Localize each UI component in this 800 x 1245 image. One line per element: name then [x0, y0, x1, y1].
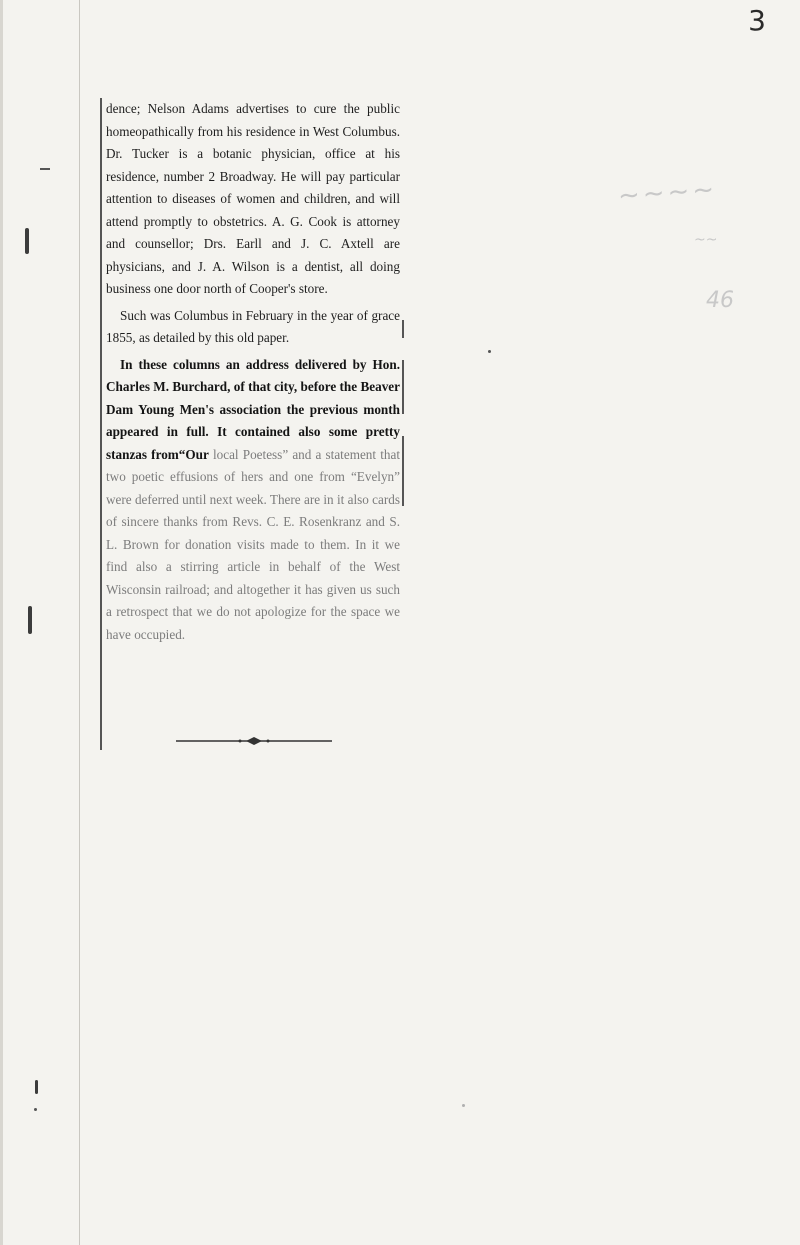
- margin-mark: [25, 228, 29, 254]
- article-text: [106, 98, 400, 650]
- page-binding-line: [79, 0, 80, 1245]
- page-number: 3: [748, 4, 766, 37]
- clipping-edge: [402, 436, 404, 506]
- newspaper-clipping: [100, 98, 402, 750]
- margin-mark: [35, 1080, 38, 1094]
- speck: [34, 1108, 37, 1111]
- article-bold-text: In these columns an address delivered by Hon. Charles M. Burchard, of that city, before the Beaver Dam Young Men's association the previous month appeared in full. It contained also some pretty stanzas from“Our: [106, 356, 400, 462]
- speck: [488, 350, 491, 353]
- article-faded-text: local Poetess” and a statement that two poetic effusions of hers and one from “Evelyn” were deferred until next week. There are in it also cards of sincere thanks from Revs. C. E. Rosenkranz and S. L. Brown for donation visits made to them. In it we find also a stirring article in behalf of the West Wisconsin railroad; and altogether it has given us such a retrospect that we do not apologize for the space we have occupied.: [106, 446, 400, 642]
- clipping-edge: [402, 360, 404, 414]
- scan-edge: [0, 0, 3, 1245]
- article-paragraph: [106, 354, 400, 647]
- pencil-annotation: ~~~~: [617, 174, 719, 212]
- section-separator: [176, 737, 332, 745]
- pencil-annotation: ~~: [694, 232, 718, 248]
- margin-mark: [28, 606, 32, 634]
- margin-mark: [40, 168, 50, 170]
- article-paragraph: dence; Nelson Adams advertises to cure the public homeopathically from his residence in West Columbus. Dr. Tucker is a botanic physician, office at his residence, number 2 Broadway. He will pay particular attention to diseases of women and children, and will attend promptly to obstetrics. A. G. Cook is attorney and counsellor; Drs. Earll and J. C. Axtell are physicians, and J. A. Wilson is a dentist, all doing business one door north of Cooper's store.: [106, 101, 400, 296]
- pencil-annotation: 46: [706, 288, 734, 313]
- article-paragraph: Such was Columbus in February in the year of grace 1855, as detailed by this old paper.: [106, 307, 400, 345]
- clipping-edge: [402, 320, 404, 338]
- speck: [462, 1104, 465, 1107]
